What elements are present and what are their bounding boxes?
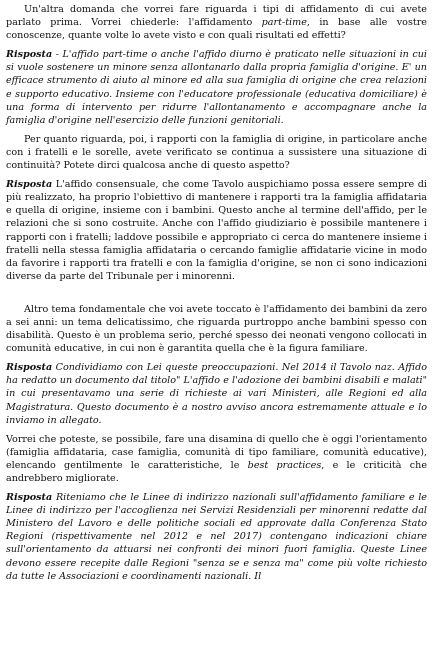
body-text: L'affido consensuale, che come Tavolo auspichiamo possa essere sempre di più realizzato, ha proprio l'obiettivo di mantenere i rapporti tra la famiglia affidataria e quella di origine, insieme con i bambini. Questo anche al termine dell'affido, per le relazioni che si sono costruite. Anche con l'affido giudiziario è possibile mantenere i rapporti con i fratelli; laddove possibile e appropriato ci cerca do mantenere insieme i fratelli nella stessa famiglia affidataria o cercando famiglie affidatarie vicine in modo da favorire i rapporti tra fratelli e con la famiglia d'origine, se non ci sono indicazioni diverse da parte del Tribunale per i minorenni.: [6, 179, 427, 282]
body-text: , e le criticità che andrebbero migliorate.: [6, 459, 428, 484]
answer-label: Risposta: [6, 49, 53, 61]
answer-paragraph: [6, 48, 427, 127]
body-text: Per quanto riguarda, poi, i rapporti con la famiglia di origine, in particolare anche con i fratelli e le sorelle, avete verificato se continua a sussistere una situazione di continuità? Potete dirci qualcosa anche di questo aspetto?: [6, 133, 427, 172]
question-paragraph: [6, 303, 427, 355]
answer-label: Risposta: [6, 362, 53, 374]
answer-paragraph: [6, 491, 427, 583]
body-text: Altro tema fondamentale che voi avete toccato è l'affidamento dei bambini da zero a sei anni: un tema delicatissimo, che riguarda purtroppo anche bambini spesso con disabilità. Questo è un problema serio, perché spesso dei neonati vengono collocati in comunità educative, in cui non è garantita quella che è la figura familiare.: [6, 303, 427, 355]
answer-label: Risposta: [6, 492, 53, 504]
answer-paragraph: [6, 178, 427, 283]
question-paragraph: [6, 433, 427, 485]
italic-text: Riteniamo che le Linee di indirizzo nazionali sull'affidamento familiare e le Linee di indirizzo per l'accoglienza nei Servizi Residenziali per minorenni redatte dal Ministero del Lavoro e delle politiche sociali ed approvate dalla Conferenza Stato Regioni (rispettivamente nel 2012 e nel 2017) contengano indicazioni chiare sull'orientamento da attuarsi nei confronti dei minori fuori famiglia. Queste Linee devono essere recepite dalle Regioni "senza se e senza ma" come più volte richiesto da tutte le Associazioni e coordinamenti nazionali. Il: [6, 492, 427, 582]
italic-text: part-time: [261, 17, 307, 29]
italic-text: Condividiamo con Lei queste preoccupazioni. Nel 2014 il Tavolo naz. Affido ha redatto un documento dal titolo" L'affido e l'adozione dei bambini disabili e malati" in cui presentavamo una serie di richieste ai vari Ministeri, alle Regioni ed alla Magistratura. Questo documento è a nostro avviso ancora estremamente attuale e lo inviamo in allegato.: [6, 362, 427, 426]
italic-text: best practices: [247, 459, 322, 471]
paragraph-spacer: [6, 289, 427, 303]
question-paragraph: [6, 133, 427, 172]
answer-paragraph: [6, 361, 427, 426]
italic-text: - L'affido part-time o anche l'affido diurno è praticato nelle situazioni in cui si vuole sostenere un minore senza allontanarlo dalla propria famiglia d'origine. E' un efficace strumento di aiuto al minore ed alla sua famiglia di origine che crea relazioni e supporto educativo. Insieme con l'educatore professionale (educativa domiciliare) è una forma di intervento per ridurre l'allontanamento e accompagnare anche la famiglia d'origine nell'esercizio delle funzioni genitoriali.: [6, 49, 427, 126]
body-text: Un'altra domanda che vorrei fare riguarda i tipi di affidamento di cui avete parlato prima. Vorrei chiederle: l'affidamento: [6, 4, 427, 29]
body-text: Vorrei che poteste, se possibile, fare una disamina di quello che è oggi l'orientamento (famiglia affidataria, case famiglia, comunità di tipo familiare, comunità educative), elencando gentilmente le caratteristiche, le: [6, 433, 427, 471]
question-paragraph: [6, 3, 427, 42]
answer-label: Risposta: [6, 179, 53, 191]
body-text: , in base alle vostre conoscenze, quante volte lo avete visto e con quali risultati ed effetti?: [6, 17, 427, 42]
